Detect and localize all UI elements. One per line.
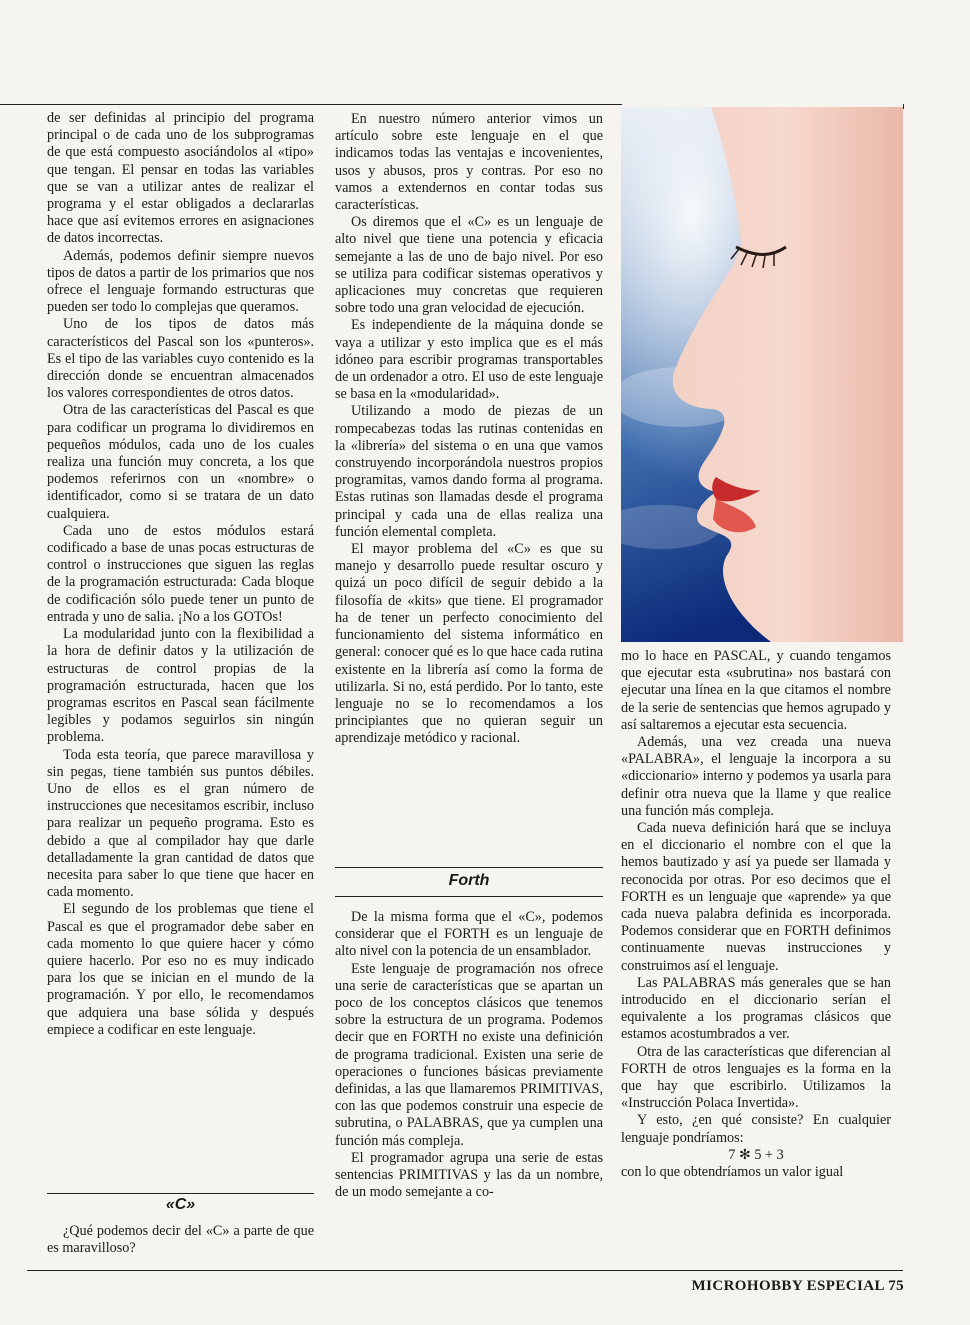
col2-paragraph-1: En nuestro número anterior vimos un artículo sobre este lenguaje en el que indicamos todas las ventajas e incovenientes, usos y abusos, pros y contras. Por eso no vamos a extendernos en contar todas sus características. [335,111,603,214]
col3-paragraph-3: Cada nueva definición hará que se incluya en el diccionario el nombre con el que la hemos bautizado y así ya puede ser llamada y reconocida por otras. Por eso decimos que el FORTH es un lenguaje que «aprende» ya que cada nueva palabra definida es incorporada. Podemos considerar que en FORTH definimos continuamente nuevas instrucciones y construimos así el lenguaje. [621,820,891,974]
col3-paragraph-2: Además, una vez creada una nueva «PALABRA», el lenguaje la incorpora a su «diccionario» interno y podemos ya usarla para definir otra nueva que la llame y que realice una función más compleja. [621,734,891,819]
col2-paragraph-7: Este lenguaje de programación nos ofrece una serie de características que se apartan un poco de los conceptos clásicos que tenemos sobre la estructura de un programa. Podemos decir que en FORTH no existe una definición de programa tradicional. Existen una serie de operaciones o funciones básicas previamente definidas, a las que llamaremos PRIMITIVAS, con las que podemos construir una especie de subrutina, o PALABRAS, que ya cumplen una función más compleja. [335,960,603,1149]
section-heading-c: «C» [165,1196,196,1213]
page-footer: MICROHOBBY ESPECIAL 75 [691,1278,904,1294]
col3-paragraph-7: con lo que obtendríamos un valor igual [621,1164,844,1181]
col1-paragraph-6: La modularidad junto con la flexibilidad a la hora de definir datos y la utilización de estructuras de control propias de la programación estructurada, hacen que los programas escritos en Pascal sean fácilmente legibles y podamos seguirlos sin ningún problema. [47,626,314,746]
column-2-tail [335,909,603,1201]
column-2 [335,111,603,748]
column-1-tail [47,1223,314,1257]
top-rule-left [0,104,622,105]
forth-heading-underline [335,896,603,897]
col1-paragraph-2: Además, podemos definir siempre nuevos tipos de datos a partir de los primarios que nos ofrece el lenguaje formando estructuras que pueden ser todo lo complejas que queramos. [47,247,314,316]
col1-paragraph-4: Otra de las características del Pascal es que para codificar un programa lo dividiremos en pequeños módulos, cada uno de los cuales realiza una función muy concreta, a los que podemos referirnos con un «nombre» o identificador, como si se tratara de un dato cualquiera. [47,402,314,522]
c-heading-rule [47,1193,314,1194]
col1-paragraph-3: Uno de los tipos de datos más característicos del Pascal son los «punteros». Es el tipo de las variables cuyo contenido es la dirección donde se encuentran almacenados los valores correspondientes de otros datos. [47,316,314,402]
col3-paragraph-6: Y esto, ¿en qué consiste? En cualquier lenguaje pondríamos: [621,1112,891,1146]
col3-paragraph-4: Las PALABRAS más generales que se han introducido en el diccionario serían el equivalente a los programas clásicos que estamos acostumbrados a ver. [621,974,891,1043]
col2-paragraph-6: De la misma forma que el «C», podemos considerar que el FORTH es un lenguaje de alto nivel con la potencia de un ensamblador. [335,909,603,960]
forth-heading-rule [335,867,603,868]
col1-paragraph-7: Toda esta teoría, que parece maravillosa y sin pegas, tiene también sus puntos débiles. Uno de ellos es el gran número de instrucciones que necesitamos escribir, incluso para realizar un pequeño programa. Esto es debido a que al compilador hay que darle detalladamente la gran cantidad de datos que necesita para saber lo que tiene que hacer en cada momento. [47,746,314,901]
col2-paragraph-4: Utilizando a modo de piezas de un rompecabezas todas las rutinas contenidas en la «librería» del sistema o en una que vamos construyendo incorporándola nuestros propios programitas, vamos dando forma al programa. Estas rutinas son llamadas desde el programa principal y cada una de ellas realiza una función elemental completa. [335,403,603,540]
top-rule-right [903,104,904,109]
bottom-rule [27,1270,903,1271]
section-heading-forth: Forth [448,872,490,889]
col2-paragraph-3: Es independiente de la máquina donde se vaya a utilizar y esto implica que es el más idóneo para escribir programas transportables de un ordenador a otro. El uso de este lenguaje se basa en la «modularidad». [335,317,603,403]
col3-paragraph-1: mo lo hace en PASCAL, y cuando tengamos que ejecutar esta «subrutina» nos bastará con ejecutar una línea en la que citamos el nombre de la serie de sentencias que hemos agrupado y así saltaremos a ejecutar esta secuencia. [621,648,891,733]
formula: 7 ✻ 5 + 3 [728,1146,784,1163]
col2-paragraph-2: Os diremos que el «C» es un lenguaje de alto nivel que tiene una potencia y eficacia semejante a las de uno de bajo nivel. Por eso se utiliza para codificar sistemas operativos y aplicaciones muy concretas que requieren sobre todo una gran velocidad de ejecución. [335,214,603,317]
col3-paragraph-5: Otra de las características que diferencian al FORTH de otros lenguajes es la forma en la que hay que escribirlo. Utilizamos la «Instrucción Polaca Invertida». [621,1043,891,1112]
col1-paragraph-5: Cada uno de estos módulos estará codificado a base de unas pocas estructuras de control o instrucciones que siguen las reglas de la programación estructurada: Cada bloque de codificación sólo puede tener un punto de entrada y uno de salia. ¡No a los GOTOs! [47,522,314,625]
woman-profile-photo [621,107,903,642]
col2-paragraph-8: El programador agrupa una serie de estas sentencias PRIMITIVAS y las da un nombre, de un modo semejante a co- [335,1149,603,1201]
col1-paragraph-1: de ser definidas al principio del programa principal o de cada uno de los subprogramas de que está compuesto asociándolos al «tipo» que tengan. El pensar en todas las variables que se van a utilizar antes de realizar el programa y el estar obligados a declararlas hace que así evitemos errores en asignaciones de datos incorrectas. [47,110,314,247]
column-3 [621,648,891,1181]
col1-paragraph-9: ¿Qué podemos decir del «C» a parte de que es maravilloso? [47,1223,314,1257]
col1-paragraph-8: El segundo de los problemas que tiene el Pascal es que el programador debe saber en cada momento lo que quiere hacer y cómo quiere hacerlo. Por eso no es muy indicado para los que se inician en el mundo de la programación. Y por ello, le recomendamos que adquiera una base sólida y después empiece a codificar en este lenguaje. [47,901,314,1038]
col2-paragraph-5: El mayor problema del «C» es que su manejo y desarrollo puede resultar oscuro y quizá un poco difícil de seguir debido a la filosofía de «kits» que tiene. El programador ha de tener un perfecto conocimiento del funcionamiento del sistema informático en general: conocer qué es lo que hace cada rutina existente en la librería así como la forma de utilizarla. Si no, está perdido. Por lo tanto, este lenguaje no se lo recomendamos a los principiantes que no quieran seguir un aprendizaje metódico y racional. [335,541,603,747]
column-1 [47,110,314,1039]
